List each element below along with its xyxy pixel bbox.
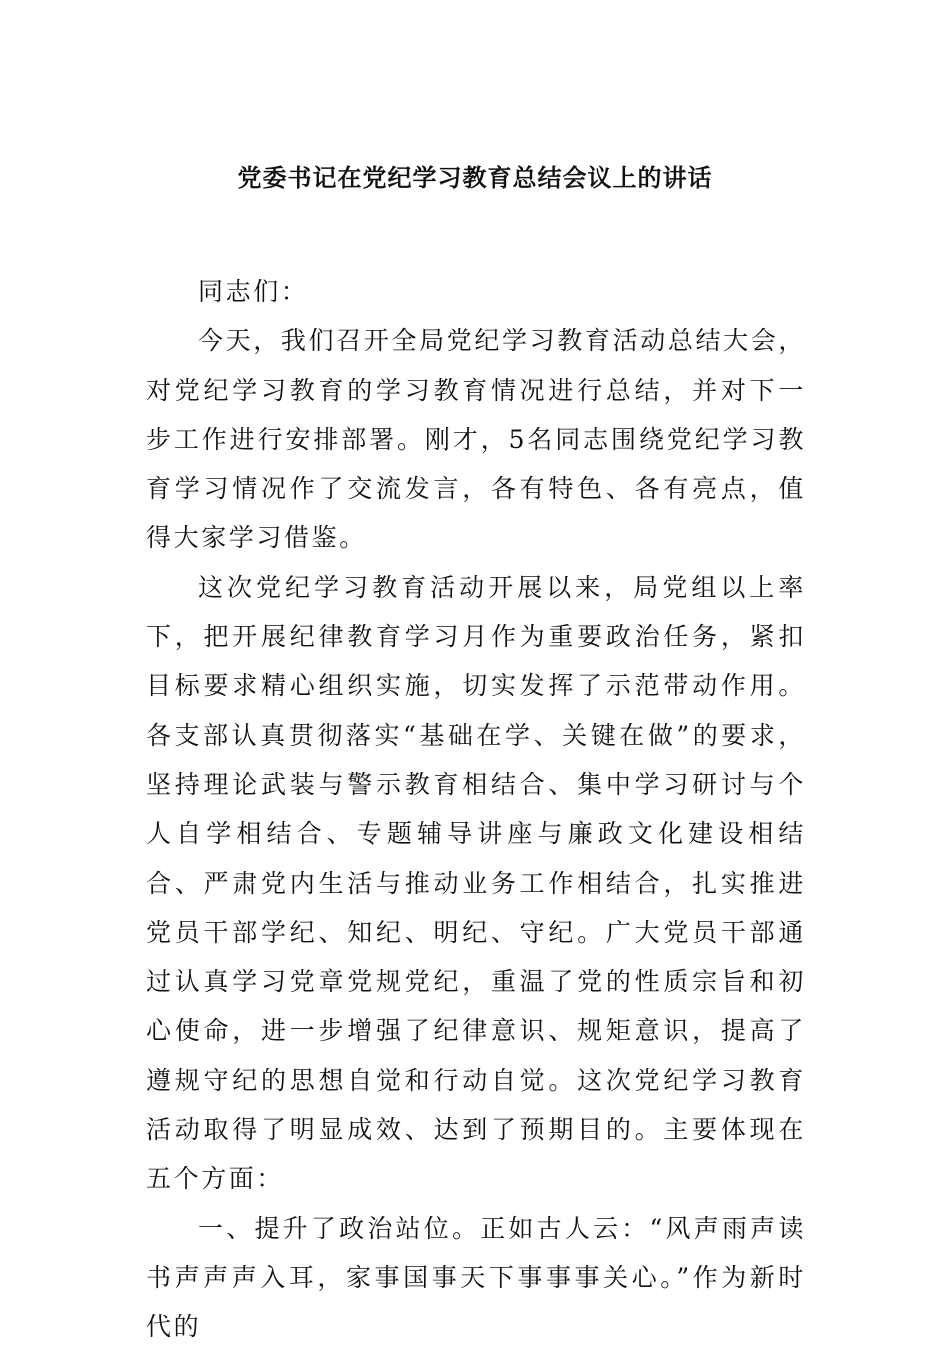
paragraph-point-one: 一、提升了政治站位。正如古人云：“风声雨声读书声声声入耳，家事国事天下事事事关心。”作为新时代的 xyxy=(146,1213,806,1342)
document-body xyxy=(146,267,806,1352)
document-title: 党委书记在党纪学习教育总结会议上的讲话 xyxy=(237,163,713,192)
paragraph-achievements: 这次党纪学习教育活动开展以来，局党组以上率下，把开展纪律教育学习月作为重要政治任务，紧扣目标要求精心组织实施，切实发挥了示范带动作用。各支部认真贯彻落实“基础在学、关键在做”的要求，坚持理论武装与警示教育相结合、集中学习研讨与个人自学相结合、专题辅导讲座与廉政文化建设相结合、严肃党内生活与推动业务工作相结合，扎实推进党员干部学纪、知纪、明纪、守纪。广大党员干部通过认真学习党章党规党纪，重温了党的性质宗旨和初心使命，进一步增强了纪律意识、规矩意识，提高了遵规守纪的思想自觉和行动自觉。这次党纪学习教育活动取得了明显成效、达到了预期目的。主要体现在五个方面： xyxy=(146,572,806,1194)
salutation: 同志们： xyxy=(198,277,309,306)
paragraph-opening: 今天，我们召开全局党纪学习教育活动总结大会，对党纪学习教育的学习教育情况进行总结，并对下一步工作进行安排部署。刚才，5名同志围绕党纪学习教育学习情况作了交流发言，各有特色、各有亮点，值得大家学习借鉴。 xyxy=(146,326,806,553)
